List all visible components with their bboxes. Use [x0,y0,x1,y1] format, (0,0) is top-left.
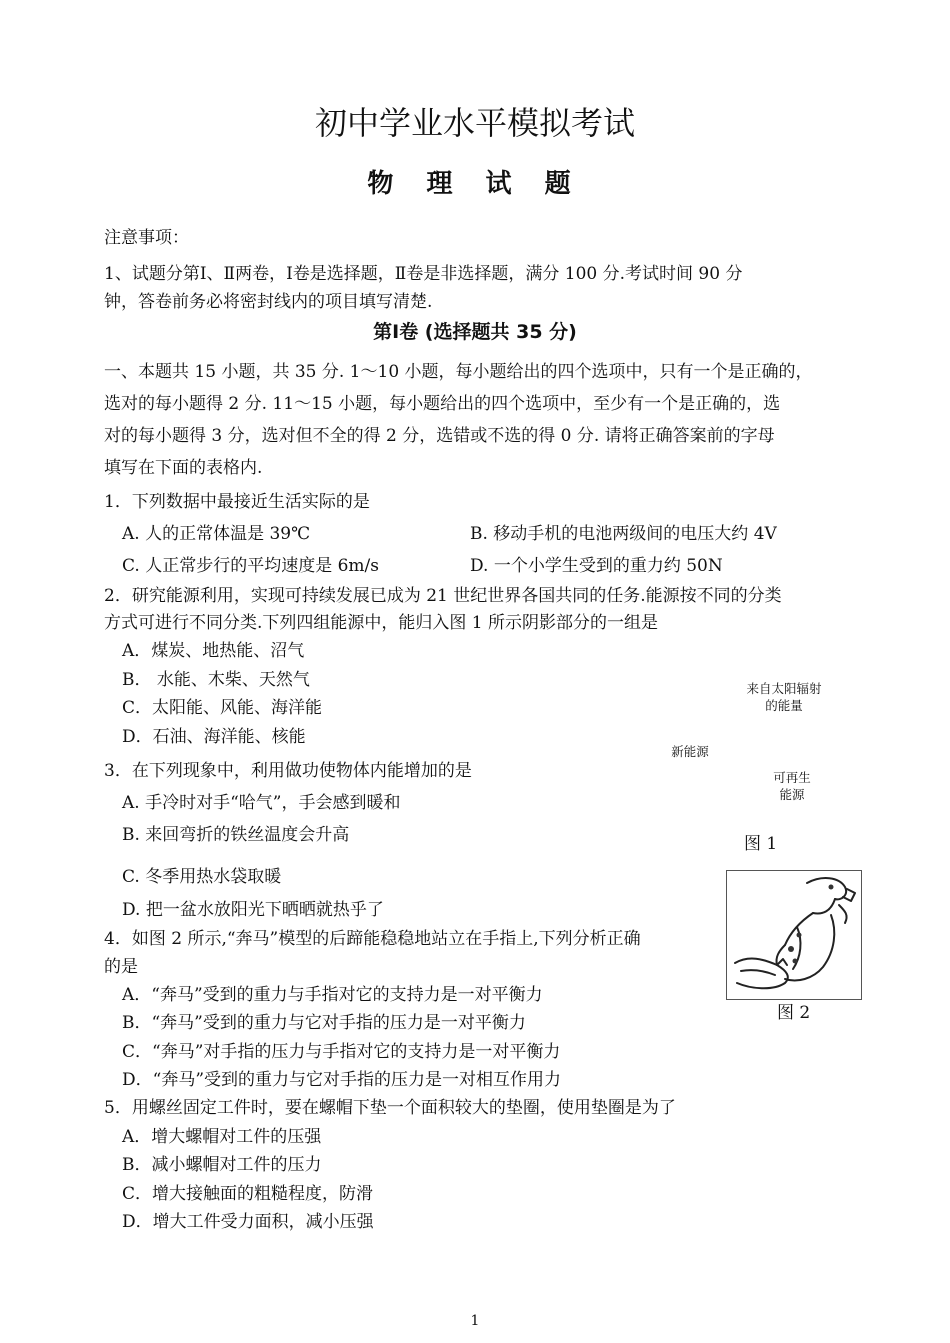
horse-on-finger-drawing [727,871,861,999]
q2-option-a: A．煤炭、地热能、沼气 [122,641,305,661]
q2-option-b: B． 水能、木柴、天然气 [122,670,310,690]
q5-option-d: D．增大工件受力面积，减小压强 [122,1212,374,1232]
fig1-label-renewable-line-1: 可再生 [773,770,811,785]
q1-option-c: C. 人正常步行的平均速度是 6m/s [122,556,379,576]
q1-option-d: D. 一个小学生受到的重力约 50N [470,556,723,576]
fig2-image [726,870,862,1000]
fig1-label-solar-line-1: 来自太阳辐射 [746,681,822,696]
q5-stem: 5．用螺丝固定工件时，要在螺帽下垫一个面积较大的垫圈，使用垫圈是为了 [104,1098,676,1118]
q3-option-d: D. 把一盆水放阳光下晒晒就热乎了 [122,900,384,920]
q1-option-b: B. 移动手机的电池两级间的电压大约 4V [470,524,777,544]
instructions-line-1: 一、本题共 15 小题，共 35 分. 1～10 小题，每小题给出的四个选项中，只有一个是正确的， [104,362,813,382]
q3-option-c: C. 冬季用热水袋取暖 [122,867,282,887]
fig1-label-renewable-line-2: 能源 [779,787,805,802]
q1-stem: 1．下列数据中最接近生活实际的是 [104,492,370,512]
fig1-label-solar-line-2: 的能量 [765,698,803,713]
q4-option-d: D．“奔马”受到的重力与它对手指的压力是一对相互作用力 [122,1070,562,1090]
q5-option-b: B．减小螺帽对工件的压力 [122,1155,322,1175]
q5-option-a: A．增大螺帽对工件的压强 [122,1127,322,1147]
exam-subtitle: 物 理 试 题 [367,169,583,199]
q4-option-c: C．“奔马”对手指的压力与手指对它的支持力是一对平衡力 [122,1042,561,1062]
q2-option-c: C．太阳能、风能、海洋能 [122,698,323,718]
section-heading: 第Ⅰ卷 (选择题共 35 分) [373,321,577,343]
fig1-label-solar [728,680,840,714]
fig1-label-renewable [764,769,820,803]
q4-option-b: B．“奔马”受到的重力与它对手指的压力是一对平衡力 [122,1013,526,1033]
q3-option-a: A. 手冷时对手“哈气”，手会感到暖和 [122,793,401,813]
q4-stem-line-1: 4．如图 2 所示,“奔马”模型的后蹄能稳稳地站立在手指上,下列分析正确 [104,929,641,949]
q2-stem-line-2: 方式可进行不同分类.下列四组能源中，能归入图 1 所示阴影部分的一组是 [104,613,659,633]
instructions-line-4: 填写在下面的表格内. [104,458,263,478]
notes-heading: 注意事项： [104,228,189,248]
fig2-caption: 图 2 [777,1003,811,1023]
instructions-line-3: 对的每小题得 3 分，选对但不全的得 2 分，选错或不选的得 0 分. 请将正确答案前的字母 [104,426,775,446]
fig1-caption: 图 1 [744,834,778,854]
exam-title: 初中学业水平模拟考试 [314,104,635,142]
q4-option-a: A．“奔马”受到的重力与手指对它的支持力是一对平衡力 [122,985,543,1005]
notes-line-2: 钟，答卷前务必将密封线内的项目填写清楚. [104,292,433,312]
page-number: 1 [470,1313,480,1329]
fig1-label-new-energy: 新能源 [671,744,709,759]
instructions-line-2: 选对的每小题得 2 分. 11～15 小题，每小题给出的四个选项中，至少有一个是正确的，选 [104,394,781,414]
q3-option-b: B. 来回弯折的铁丝温度会升高 [122,825,350,845]
notes-line-1: 1、试题分第Ⅰ、Ⅱ两卷，Ⅰ卷是选择题，Ⅱ卷是非选择题，满分 100 分.考试时间 90 分 [104,264,743,284]
q5-option-c: C．增大接触面的粗糙程度，防滑 [122,1184,374,1204]
q3-stem: 3．在下列现象中，利用做功使物体内能增加的是 [104,761,472,781]
q1-option-a: A. 人的正常体温是 39℃ [122,524,311,544]
q2-stem-line-1: 2．研究能源利用，实现可持续发展已成为 21 世纪世界各国共同的任务.能源按不同的分类 [104,586,782,606]
q2-option-d: D．石油、海洋能、核能 [122,727,306,747]
q4-stem-line-2: 的是 [104,957,138,977]
